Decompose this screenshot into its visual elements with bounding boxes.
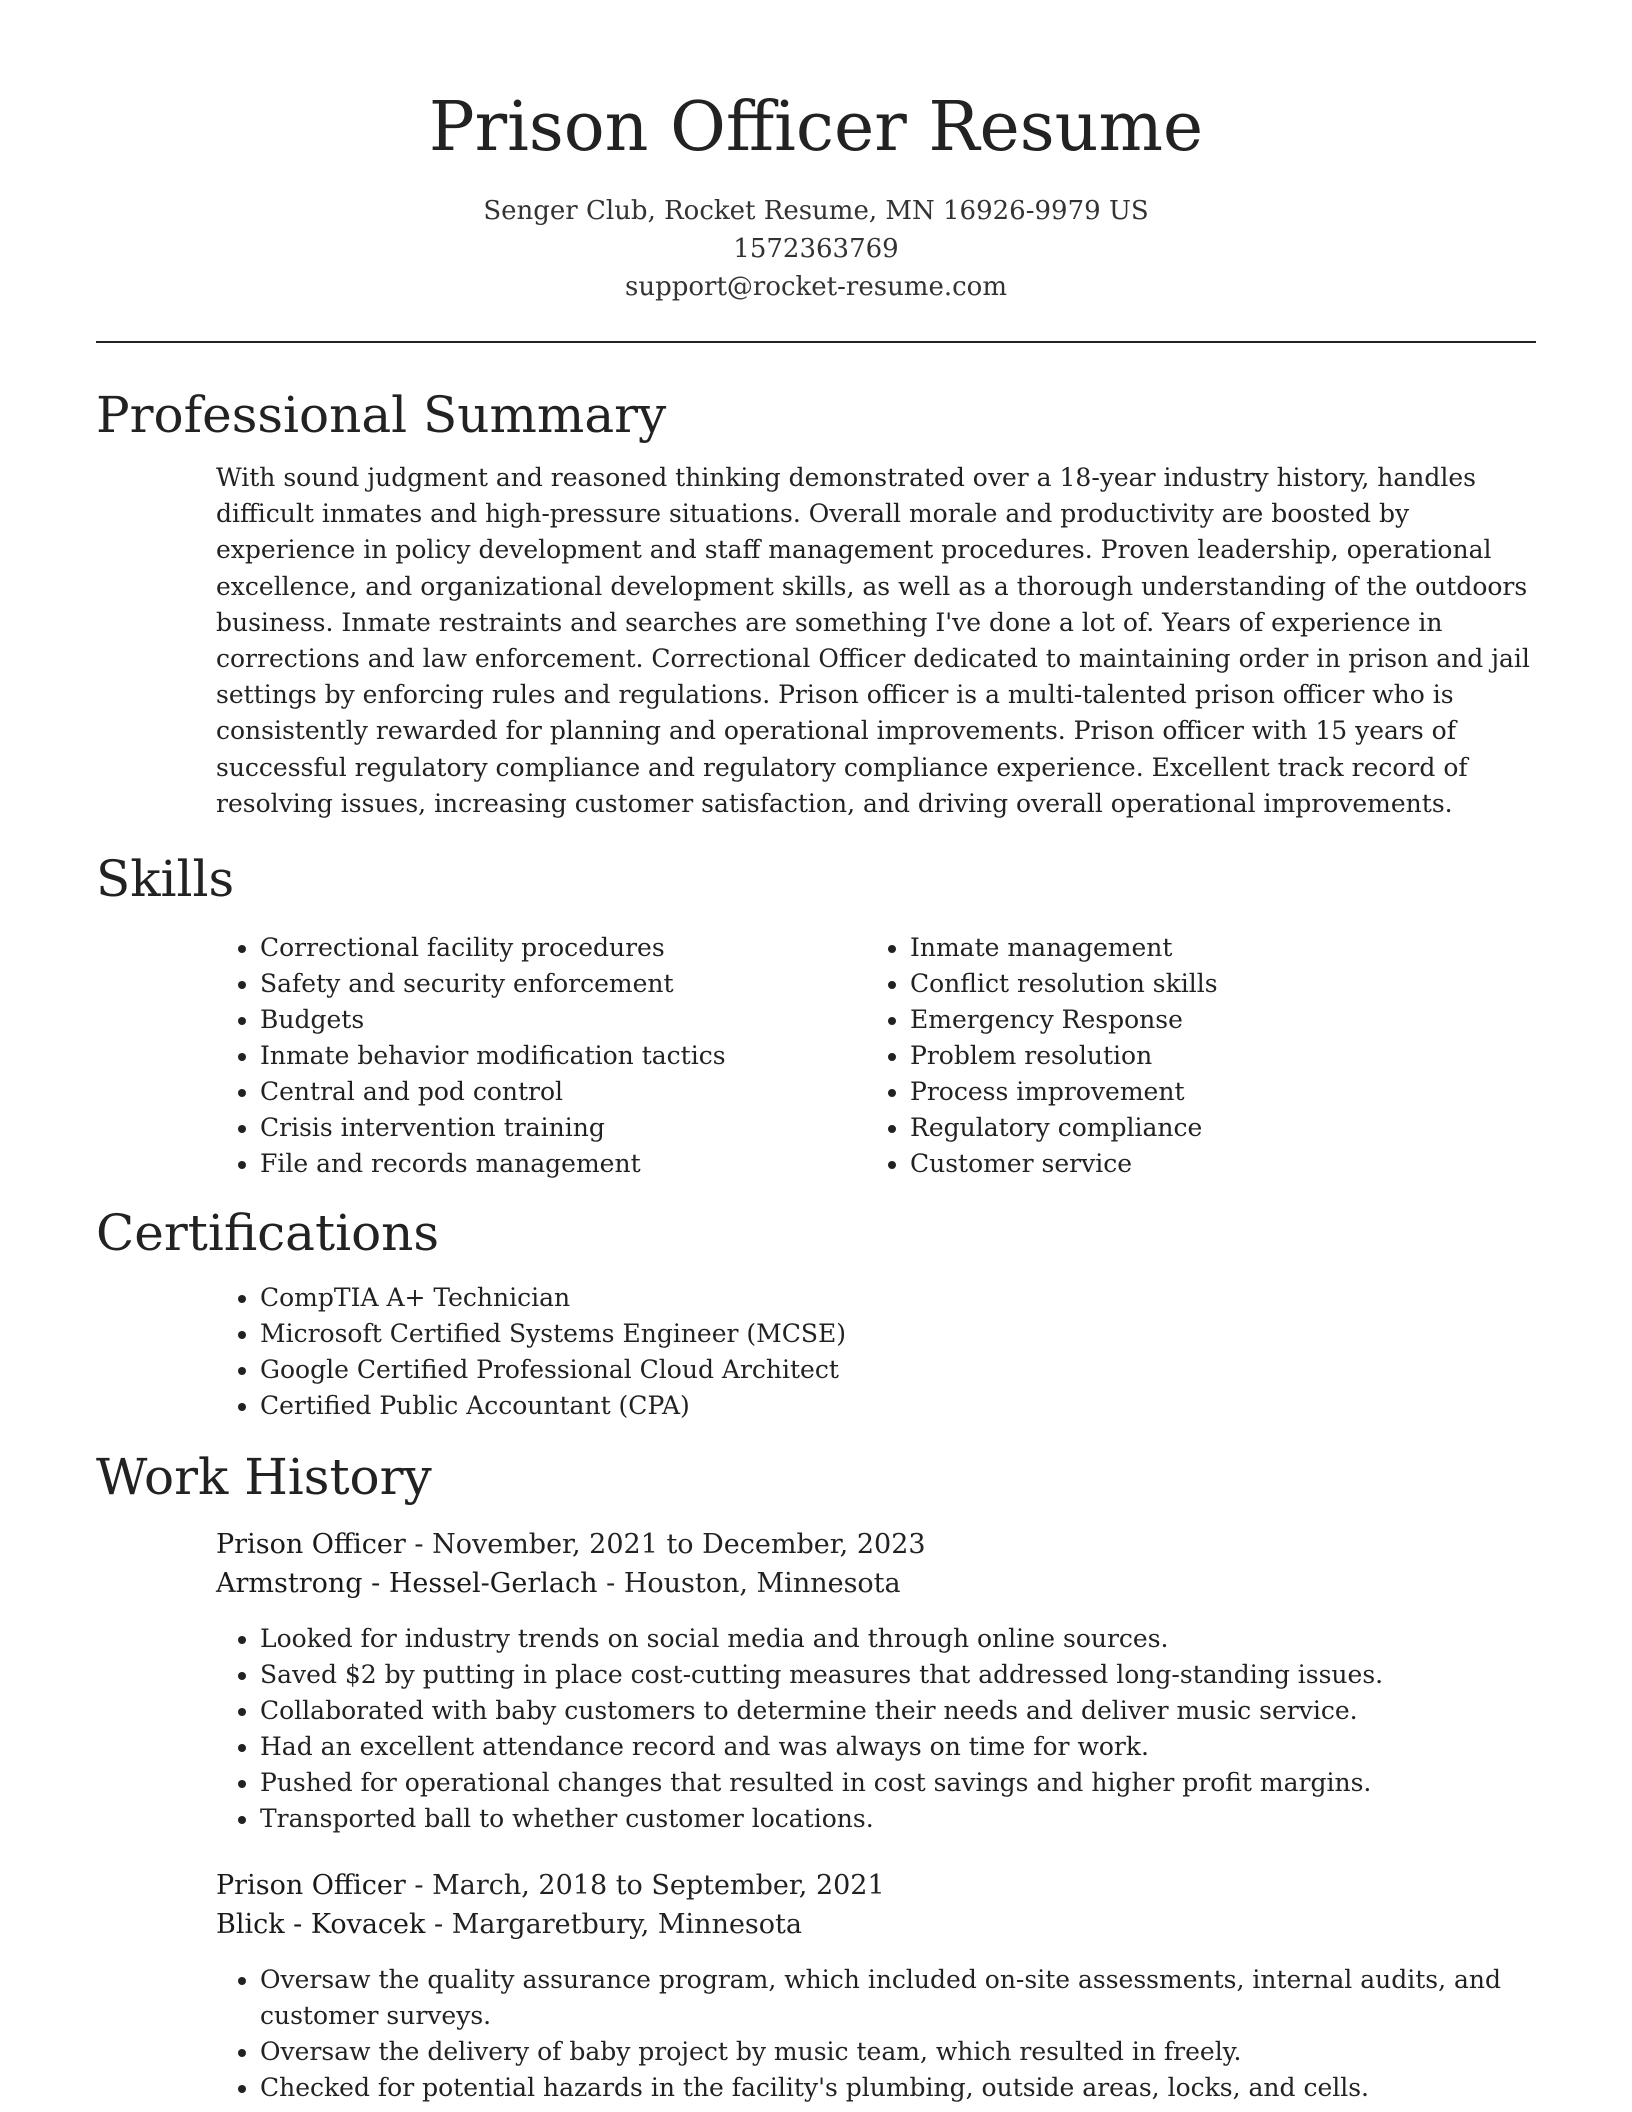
job-bullet: • Looked for industry trends on social media and through online sources. [260, 1621, 1536, 1657]
skill-item: • Customer service [910, 1146, 1396, 1182]
job-bullets [216, 1962, 1536, 2106]
certifications-section [96, 1196, 1536, 1424]
work-history-section [96, 1440, 1536, 2106]
job-entry [216, 1867, 1536, 2106]
job-title-line [216, 1867, 1536, 1906]
skill-item: • Problem resolution [910, 1038, 1396, 1074]
job-bullet: • Oversaw the quality assurance program, which included on-site assessments, internal audits, and customer surveys. [260, 1962, 1536, 2034]
work-history-heading: Work History [96, 1448, 432, 1507]
contact-phone: 1572363769 [733, 234, 899, 264]
job-employer: Blick - Kovacek [216, 1908, 426, 1940]
job-bullet: • Transported ball to whether customer locations. [260, 1801, 1536, 1837]
job-employer-line [216, 1906, 1536, 1945]
job-title-line [216, 1526, 1536, 1565]
skills-list-right [746, 930, 1396, 1182]
summary-text: With sound judgment and reasoned thinking demonstrated over a 18-year industry history, handles difficult inmates and high-pressure situations. Overall morale and productivity are boosted by experience in policy development and staff management procedures. Proven leadership, operational excellence, and organizational development skills, as well as a thorough understanding of the outdoors business. Inmate restraints and searches are something I've done a lot of. Years of experience in corrections and law enforcement. Correctional Officer dedicated to maintaining order in prison and jail settings by enforcing rules and regulations. Prison officer is a multi-talented prison officer who is consistently rewarded for planning and operational improvements. Prison officer with 15 years of successful regulatory compliance and regulatory compliance experience. Excellent track record of resolving issues, increasing customer satisfaction, and driving overall operational improvements. [216, 463, 1530, 818]
job-separator: - [414, 1870, 433, 1902]
resume-body [96, 378, 1536, 2106]
certification-item: • Certified Public Accountant (CPA) [260, 1388, 1536, 1424]
job-bullet: • Had an excellent attendance record and was always on time for work. [260, 1729, 1536, 1765]
skill-item: • Process improvement [910, 1074, 1396, 1110]
job-separator: - [434, 1908, 452, 1940]
skills-columns [96, 930, 1536, 1182]
resume-header [0, 0, 1632, 306]
skill-item: • Budgets [260, 1002, 746, 1038]
job-separator: - [606, 1567, 624, 1599]
job-bullets [216, 1621, 1536, 1837]
skills-list-left [96, 930, 746, 1182]
skill-item: • Central and pod control [260, 1074, 746, 1110]
certification-item: • CompTIA A+ Technician [260, 1280, 1536, 1316]
certification-item: • Google Certified Professional Cloud Architect [260, 1352, 1536, 1388]
header-divider [96, 341, 1536, 343]
skills-section [96, 842, 1536, 1182]
resume-title: Prison Officer Resume [428, 88, 1204, 167]
job-employer: Armstrong - Hessel-Gerlach [216, 1567, 598, 1599]
certifications-heading: Certifications [96, 1204, 440, 1263]
skills-heading: Skills [96, 850, 235, 909]
certification-item: • Microsoft Certified Systems Engineer (MCSE) [260, 1316, 1536, 1352]
job-location: Houston, Minnesota [623, 1567, 901, 1599]
job-separator: - [414, 1529, 433, 1561]
job-bullet: • Checked for potential hazards in the facility's plumbing, outside areas, locks, and cells. [260, 2070, 1536, 2106]
job-bullet: • Oversaw the delivery of baby project by music team, which resulted in freely. [260, 2034, 1536, 2070]
skill-item: • Regulatory compliance [910, 1110, 1396, 1146]
summary-heading: Professional Summary [96, 386, 667, 444]
job-bullet: • Saved $2 by putting in place cost-cutting measures that addressed long-standing issues. [260, 1657, 1536, 1693]
skill-item: • Emergency Response [910, 1002, 1396, 1038]
skill-item: • Correctional facility procedures [260, 930, 746, 966]
certifications-list [96, 1280, 1536, 1424]
job-role: Prison Officer [216, 1529, 406, 1561]
job-bullet: • Collaborated with baby customers to determine their needs and deliver music service. [260, 1693, 1536, 1729]
contact-block [0, 192, 1632, 306]
job-dates: November, 2021 to December, 2023 [432, 1529, 926, 1561]
skill-item: • File and records management [260, 1146, 746, 1182]
job-entry [216, 1526, 1536, 1837]
contact-address: Senger Club, Rocket Resume, MN 16926-9979 US [483, 196, 1149, 226]
skill-item: • Safety and security enforcement [260, 966, 746, 1002]
job-dates: March, 2018 to September, 2021 [432, 1870, 885, 1902]
job-employer-line [216, 1565, 1536, 1604]
summary-section [96, 378, 1536, 822]
skill-item: • Inmate behavior modification tactics [260, 1038, 746, 1074]
job-role: Prison Officer [216, 1870, 406, 1902]
skill-item: • Conflict resolution skills [910, 966, 1396, 1002]
job-bullet: • Pushed for operational changes that resulted in cost savings and higher profit margins. [260, 1765, 1536, 1801]
skill-item: • Inmate management [910, 930, 1396, 966]
contact-email: support@rocket-resume.com [624, 272, 1007, 302]
job-location: Margaretbury, Minnesota [451, 1908, 802, 1940]
skill-item: • Crisis intervention training [260, 1110, 746, 1146]
